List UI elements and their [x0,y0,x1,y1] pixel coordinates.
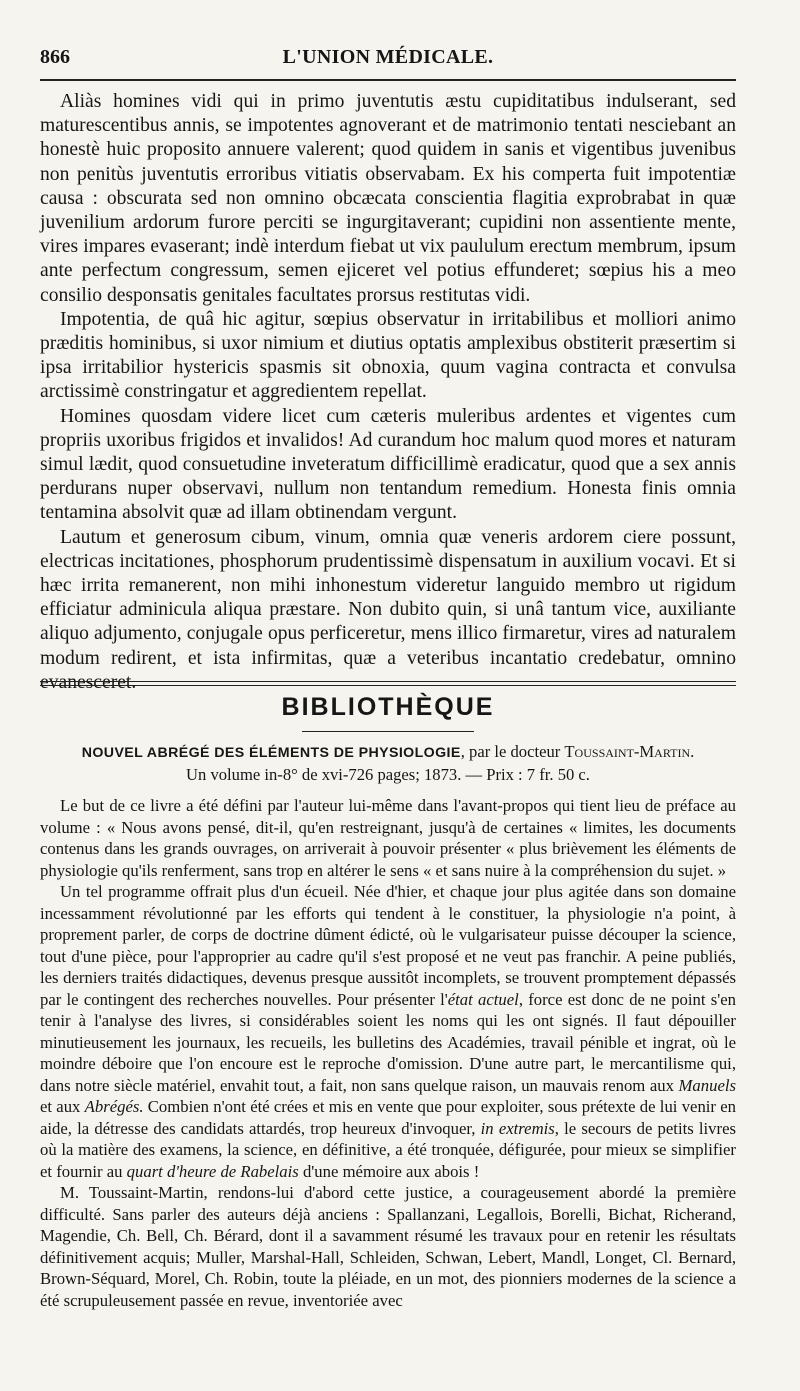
section-rule-bottom [40,685,736,686]
byline-prefix: , par le docteur [460,742,565,761]
italic-etat-actuel: état actuel [447,989,519,1009]
title-underline [302,731,474,732]
page-number: 866 [40,46,70,68]
latin-text-block [40,90,736,695]
italic-abreges: Abrégés. [84,1097,144,1116]
latin-paragraph-1: Aliàs homines vidi qui in primo juventutis æstu cupiditatibus indulserant, sed maturescentibus annis, se impotentes agnoverant et de matrimonio tentati nesciebant an honestè huic proposito annuere valerent; quod quidem in sanis et vigentibus juvenibus non penitùs juventutis erroribus vitiatis observabam. Ex his comperta fuit impotentiæ causa : obscurata sed non omnino obcæcata conscientia flagitia exprobrabat in quæ juvenilium ardorum furore perciti se ingurgitaverant; cupidini non assentiente mente, vires impares evaserant; indè interdum fiebat ut vix paululum erectum membrum, ipsum ante perfectum congressum, semen ejiceret vel potius effunderet; sœpius his a meo consilio desponsatis genitales facultates prorsus restitutas vidi. [40,91,736,306]
review-text-segment: Un tel programme offrait plus d'un écueil. Née d'hier, et chaque jour plus agitée dans son domaine incessamment révolutionné par les efforts qui tendent à le constituer, la physiologie n'a point, à proprement parler, de corps de doctrine dûment édicté, où le vulgarisateur puisse découper la science, tout d'une pièce, pour l'approprier au cadre qu'il s'est proposé et ne veut pas franchir. A peine publiés, les derniers traités didactiques, devenus presque aussitôt incomplets, se trouvent promptement dépassés par le contingent des recherches nouvelles. Pour présenter l' [40,882,736,1009]
review-heading [40,741,736,785]
review-text-segment: d'une mémoire aux abois ! [298,1161,480,1181]
book-details: Un volume in-8° de xvi-726 pages; 1873. — Prix : 7 fr. 50 c. [186,765,590,784]
review-text-segment: , force est donc de ne point s'en tenir à l'analyse des livres, si considérables soient les noms qui les ont signés. Il faut dépouiller minutieusement les journaux, les recueils, les bulletins des Académies, travail pénible et ingrat, où le moindre déboire que l'on encoure est le reproche d'omission. D'une autre part, le mercantilisme qui, dans notre siècle matériel, envahit tout, a fait, non sans quelque raison, un mauvais renom aux [40,989,736,1095]
italic-in-extremis: in extremis [480,1118,555,1138]
latin-paragraph-4: Lautum et generosum cibum, vinum, omnia quæ veneris ardorem ciere possunt, electricas incitationes, phosphorum prudentissimè dispensatum in auxilium vocavi. Et si hæc irrita remanerent, non mihi inhonestum videretur languido membro ut rigidum efficiatur adminicula aliqua præstare. Non dubito quin, si unâ tantum vice, auxiliante aliquo adjumento, conjugale opus perficeretur, mens illico firmaretur, vires ad naturalem modum redirent, et ista infirmitas, quæ a veteribus incantatio credebatur, omnino evanesceret. [40,526,736,693]
review-paragraph-2 [40,881,736,1182]
journal-title: L'UNION MÉDICALE. [282,46,494,68]
running-head [40,46,736,72]
italic-manuels: Manuels [678,1075,736,1095]
review-title-line [40,741,736,764]
book-author: Toussaint-Martin. [564,742,695,761]
book-title: NOUVEL ABRÉGÉ DES ÉLÉMENTS DE PHYSIOLOGIE [81,745,461,761]
review-text-segment: Combien n'ont été crées et mis en vente que pour exploiter, sous prétexte de lui venir en aide, la détresse des candidats attardés, trop heureux d'invoquer, [40,1097,736,1138]
section-title: BIBLIOTHÈQUE [281,693,495,721]
review-text-segment: et aux [40,1097,85,1116]
review-paragraph-1: Le but de ce livre a été défini par l'auteur lui-même dans l'avant-propos qui tient lieu de préface au volume : « Nous avons pensé, dit-il, qu'en restreignant, jusqu'à de certaines « limites, les documents contenus dans les grands ouvrages, on arriverait à pouvoir présenter « plus brièvement les éléments de physiologie qu'ils renferment, sans trop en altérer le sens « et sans nuire à la compréhension du sujet. » [40,796,736,880]
italic-quart-d-heure: quart d'heure de Rabelais [126,1161,299,1181]
review-text-segment: , le secours de petits livres où la matière des examens, la science, en définitive, a été tronquée, défigurée, pour mieux se simplifier et fournir au [40,1118,736,1181]
header-rule [40,79,736,81]
review-paragraph-3: M. Toussaint-Martin, rendons-lui d'abord cette justice, a courageusement abordé la première difficulté. Sans parler des auteurs déjà anciens : Spallanzani, Legallois, Borelli, Bichat, Richerand, Magendie, Ch. Bell, Ch. Bérard, dont il a savamment résumé les travaux pour en retenir les résultats définitivement acquis; Muller, Marshal-Hall, Schleiden, Schwan, Lebert, Mandl, Longet, Cl. Bernard, Brown-Séquard, Morel, Ch. Robin, toute la pléiade, en un mot, des pionniers modernes de la science a été scrupuleusement passée en revue, inventoriée avec [40,1183,736,1310]
review-text-block [40,795,736,1311]
latin-paragraph-2: Impotentia, de quâ hic agitur, sœpius observatur in irritabilibus et molliori animo præditis hominibus, si uxor nimium et diutius optatis amplexibus obstiterit præsertim si ipsa irritabilior hystericis spasmis sit obnoxia, quum vagina contracta et convulsa arctissimè constringatur et aggredientem repellat. [40,308,736,403]
section-rule-top [40,681,736,682]
latin-paragraph-3: Homines quosdam videre licet cum cæteris muleribus ardentes et vigentes cum propriis uxoribus frigidos et invalidos! Ad curandum hoc malum quod mores et naturam simul lædit, quod consuetudine inveteratum difficillimè eradicatur, quod que a sex annis perdurans nuper observavi, nullum non tentandum remedium. Honesta finis omnia tentamina absolvit quæ ad illam obtinendam vergunt. [40,405,736,524]
